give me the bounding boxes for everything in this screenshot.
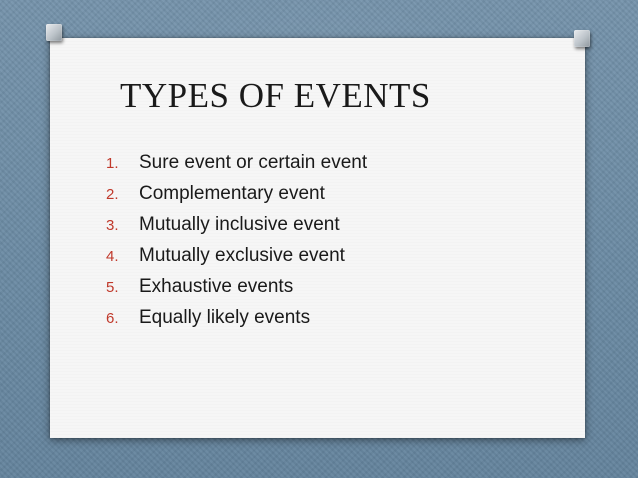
list-item-text: Mutually inclusive event bbox=[139, 214, 340, 235]
slide-paper bbox=[50, 38, 585, 438]
list-item-number: 3. bbox=[106, 217, 119, 234]
list-item-text: Exhaustive events bbox=[139, 276, 294, 297]
list-item-text: Sure event or certain event bbox=[139, 152, 368, 173]
list-item bbox=[106, 214, 367, 245]
pin-icon bbox=[46, 24, 62, 41]
list-item bbox=[106, 245, 367, 276]
list-item-number: 2. bbox=[106, 186, 119, 203]
list-item-text: Equally likely events bbox=[139, 307, 311, 328]
list-item bbox=[106, 152, 367, 183]
list-item-number: 1. bbox=[106, 155, 119, 172]
list-item bbox=[106, 183, 367, 214]
list-item-number: 5. bbox=[106, 279, 119, 296]
slide-title: TYPES OF EVENTS bbox=[120, 76, 431, 115]
list-item-number: 4. bbox=[106, 248, 119, 265]
list-item bbox=[106, 307, 367, 338]
list-item-text: Complementary event bbox=[139, 183, 325, 204]
list-item-number: 6. bbox=[106, 310, 119, 327]
event-types-list bbox=[106, 152, 367, 338]
pin-icon bbox=[574, 30, 590, 47]
list-item bbox=[106, 276, 367, 307]
list-item-text: Mutually exclusive event bbox=[139, 245, 345, 266]
